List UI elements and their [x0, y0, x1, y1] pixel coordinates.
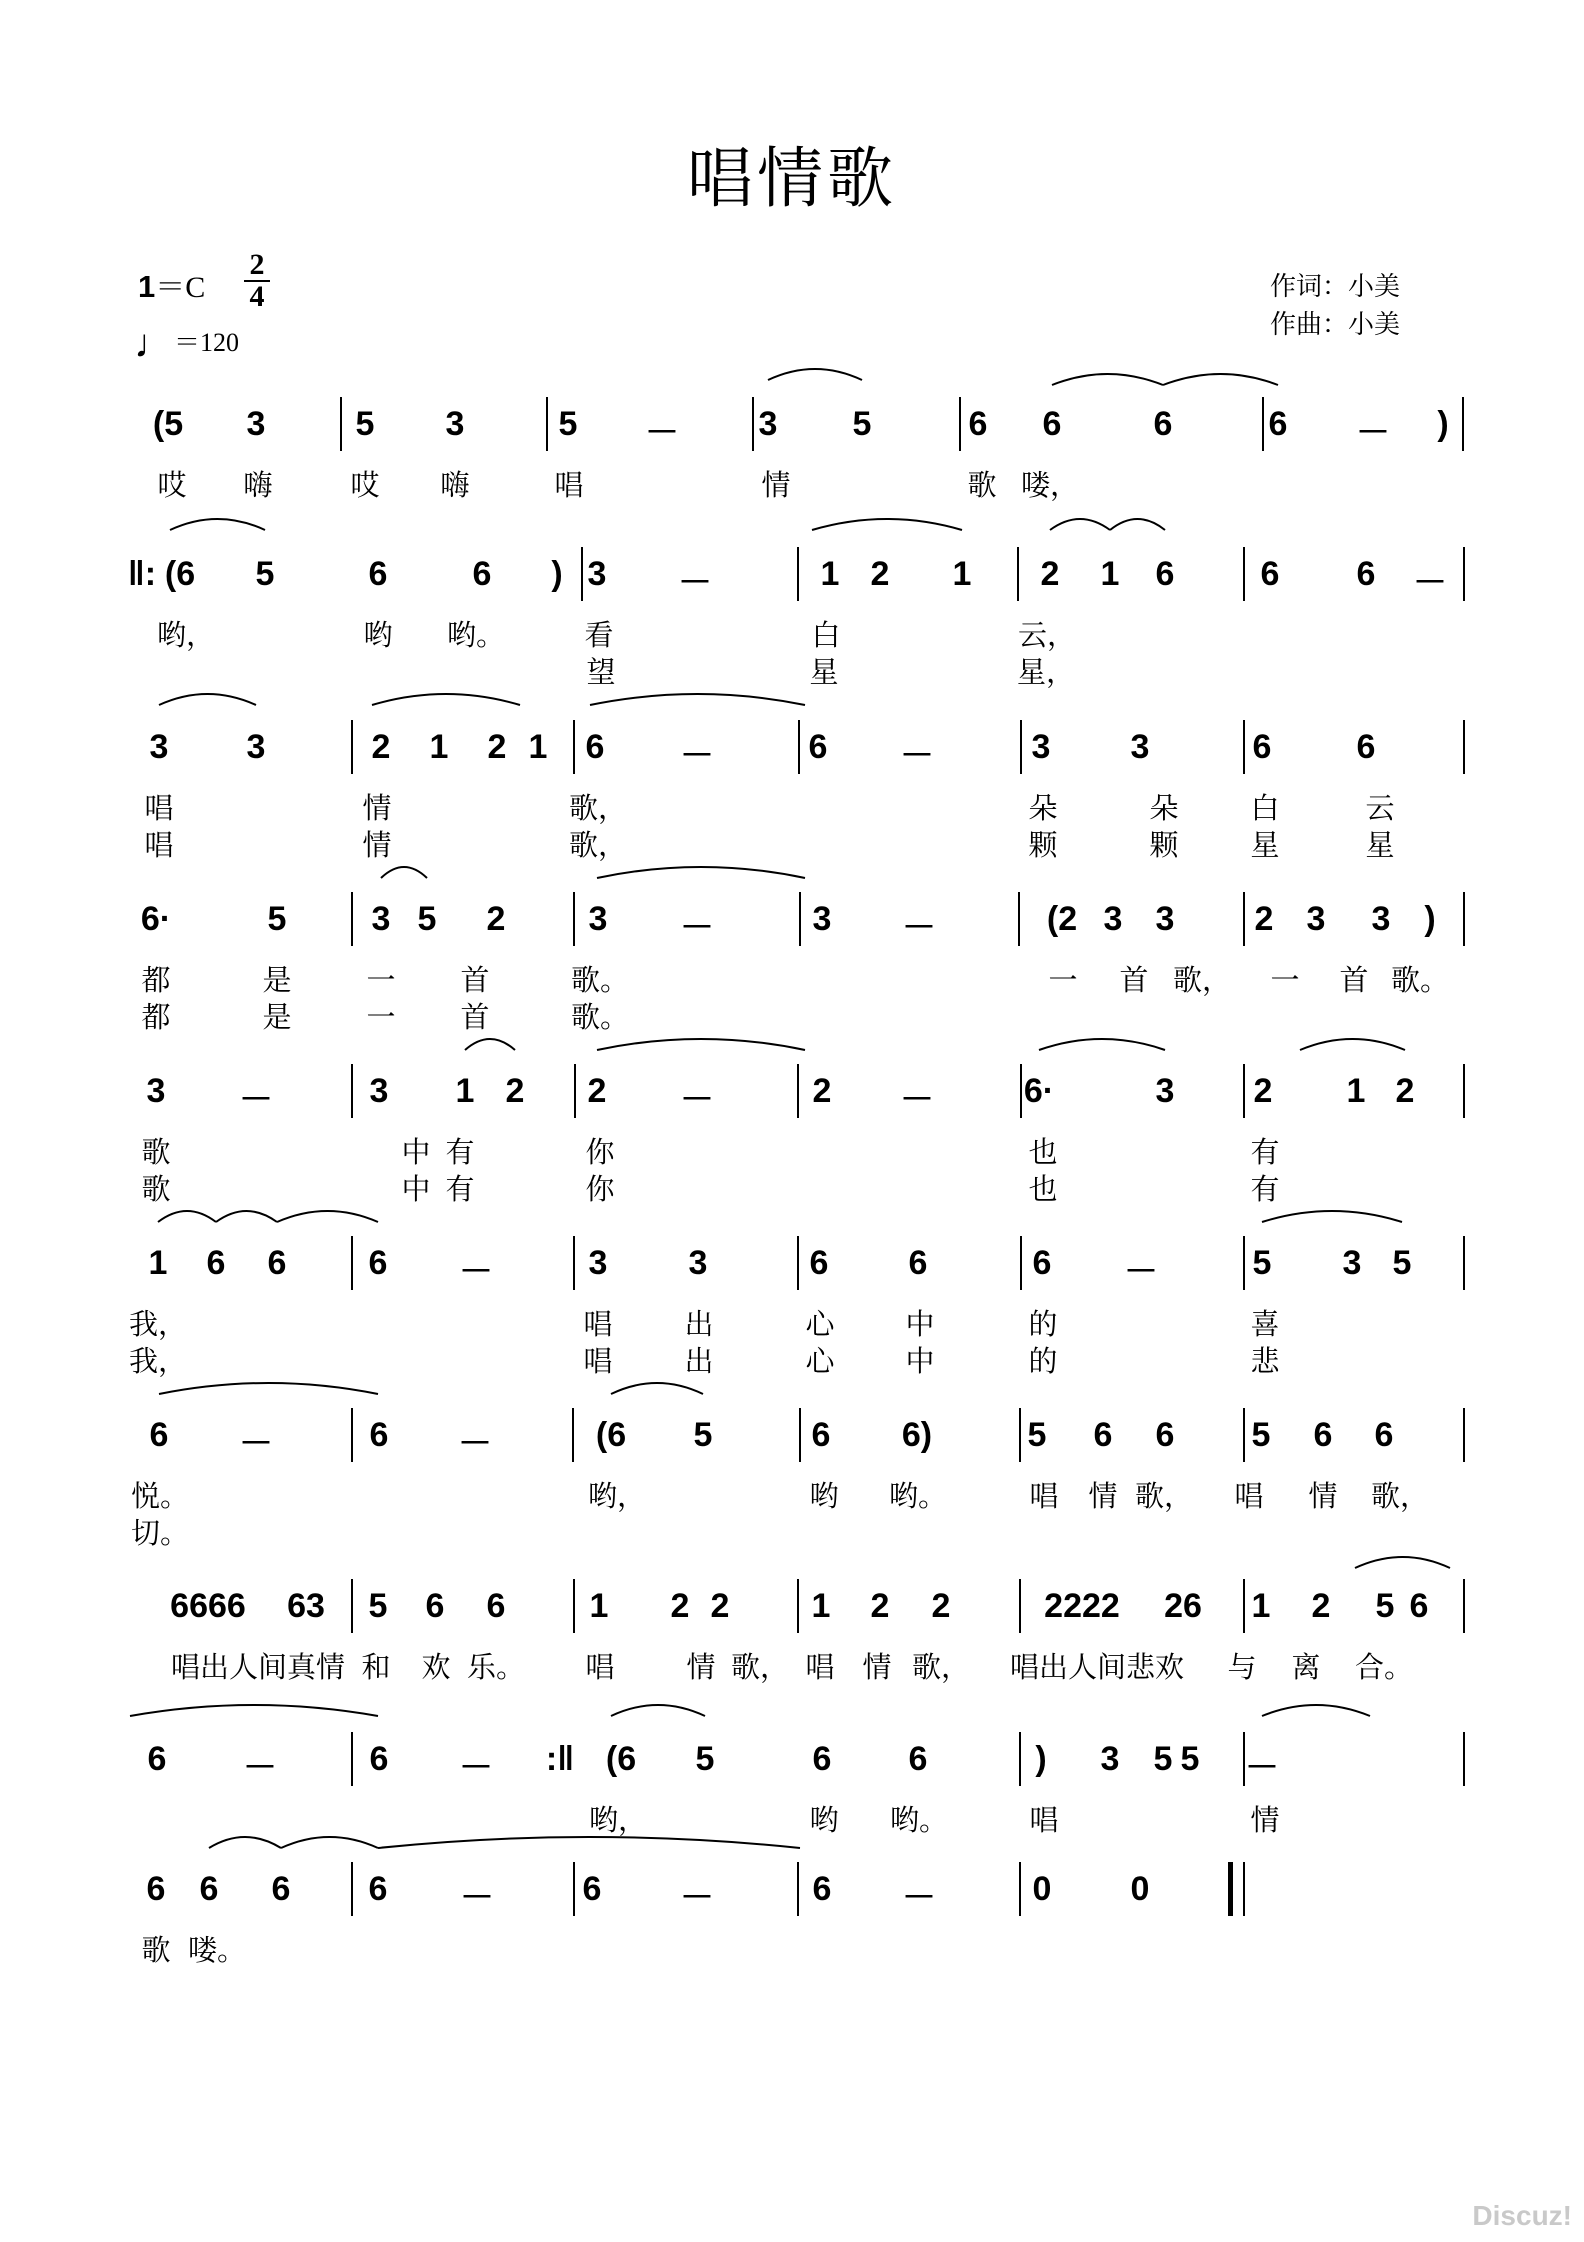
note: 5 [852, 405, 872, 443]
watermark: Discuz! [1472, 2200, 1572, 2231]
lyric-verse-2: 我， [128, 1344, 188, 1378]
note: 6 [908, 1244, 928, 1282]
lyric: 唱 [554, 468, 584, 502]
note: 6) [901, 1416, 933, 1454]
note: 5 [255, 555, 275, 593]
note: ) [1035, 1740, 1047, 1778]
lyric: 都 [141, 963, 171, 997]
note: (5 [152, 405, 184, 443]
note: 2 [487, 728, 507, 766]
note: － [900, 737, 934, 775]
lyric-verse-2: 出 [684, 1344, 714, 1378]
note: 6· [140, 900, 172, 938]
note: 1 [589, 1587, 609, 1625]
lyric: 一 [1270, 963, 1300, 997]
note: (6 [605, 1740, 637, 1778]
lyric-verse-2: 望 [586, 655, 616, 689]
note: 2 [870, 1587, 890, 1625]
note: 2 [710, 1587, 730, 1625]
lyric: 是 [262, 963, 292, 997]
lyric: 有 [1250, 1135, 1280, 1169]
slur [812, 519, 962, 530]
note: 5 [417, 900, 437, 938]
note: － [900, 1081, 934, 1119]
note: 6 [1155, 1416, 1175, 1454]
slur [277, 1211, 378, 1222]
lyric: 喽。 [187, 1933, 247, 1967]
lyric: 嗨 [440, 468, 470, 502]
slur [1262, 1705, 1370, 1716]
lyric: 唱 [805, 1650, 835, 1684]
lyric-verse-2: 都 [141, 1000, 171, 1034]
note: 1 [952, 555, 972, 593]
lyric: 欢 [421, 1650, 451, 1684]
note: － [1245, 1749, 1279, 1787]
lyric: 有 [445, 1135, 475, 1169]
note: 1 [429, 728, 449, 766]
lyric-verse-2: 唱 [144, 828, 174, 862]
lyric-verse-2: 也 [1028, 1172, 1058, 1206]
note: 3 [445, 405, 465, 443]
lyric-verse-2: 星 [1250, 828, 1280, 862]
lyric: 情 [761, 468, 791, 502]
lyric-verse-2: 星 [809, 655, 839, 689]
slur [1163, 374, 1278, 385]
lyric: 哎 [350, 468, 380, 502]
lyric: 唱 [1234, 1479, 1264, 1513]
note: 5 [1153, 1740, 1173, 1778]
slur [170, 519, 265, 530]
note: 6 [585, 728, 605, 766]
note: 26 [1164, 1587, 1202, 1625]
note: 0 [1130, 1870, 1150, 1908]
note: 5 [267, 900, 287, 938]
note: 5 [355, 405, 375, 443]
lyric-verse-2: 你 [585, 1172, 615, 1206]
note: － [645, 414, 679, 452]
note: 3 [1155, 900, 1175, 938]
note: 6 [472, 555, 492, 593]
note: 6 [808, 728, 828, 766]
lyric-verse-2: 有 [445, 1172, 475, 1206]
lyric: 乐。 [466, 1650, 526, 1684]
note: － [678, 564, 712, 602]
slur [209, 1837, 281, 1848]
note: 5 [1027, 1416, 1047, 1454]
note: 2 [670, 1587, 690, 1625]
note: (6 [595, 1416, 627, 1454]
lyric: 唱 [583, 1307, 613, 1341]
note: 1 [1251, 1587, 1271, 1625]
lyric: 情 [362, 791, 392, 825]
lyric-verse-2: 颗 [1028, 828, 1058, 862]
note: 3 [149, 728, 169, 766]
note: 6 [968, 405, 988, 443]
note: 3 [369, 1072, 389, 1110]
note: 6 [1153, 405, 1173, 443]
lyric: 歌， [911, 1650, 971, 1684]
note: 2222 [1044, 1587, 1120, 1625]
lyric: 一 [1048, 963, 1078, 997]
slur [1262, 1211, 1402, 1222]
note: 5 [1251, 1416, 1271, 1454]
note: 5 [558, 405, 578, 443]
note: 6 [369, 1740, 389, 1778]
note: 6 [1260, 555, 1280, 593]
key-equals: ＝C [155, 271, 206, 304]
lyric: 和 [361, 1650, 391, 1684]
lyric: 唱 [585, 1650, 615, 1684]
lyric: 嗨 [243, 468, 273, 502]
lyric: 一 [366, 963, 396, 997]
lyric: 情 [1088, 1479, 1118, 1513]
note: 6 [199, 1870, 219, 1908]
composer-credit: 作曲：小美 [1270, 310, 1401, 340]
note: 2 [505, 1072, 525, 1110]
note: 3 [1342, 1244, 1362, 1282]
lyric: 首 [460, 963, 490, 997]
note: ) [1424, 900, 1436, 938]
lyric: 歌， [1370, 1479, 1430, 1513]
note: － [459, 1749, 493, 1787]
note: 1 [811, 1587, 831, 1625]
lyric: 哟 [809, 1479, 839, 1513]
note: － [680, 1879, 714, 1917]
note: 1 [1100, 555, 1120, 593]
note: 3 [587, 555, 607, 593]
note: 3 [588, 900, 608, 938]
note: 6 [368, 1870, 388, 1908]
note: － [680, 909, 714, 947]
lyric: 看 [584, 618, 614, 652]
note: 6 [149, 1416, 169, 1454]
lyric: 我， [128, 1307, 188, 1341]
note: 6 [811, 1416, 831, 1454]
lyric: 歌 [141, 1135, 171, 1169]
lyric: 唱 [1029, 1479, 1059, 1513]
note: 3 [1031, 728, 1051, 766]
note: 6 [1409, 1587, 1429, 1625]
note: 1 [820, 555, 840, 593]
lyric: 唱 [1029, 1803, 1059, 1837]
note: :‖ [545, 1740, 575, 1778]
note: 3 [812, 900, 832, 938]
lyric: 歌。 [1390, 963, 1450, 997]
note: 5 [693, 1416, 713, 1454]
slur [590, 694, 805, 705]
quarter-note-icon: ♩ [134, 321, 174, 366]
note: 6 [486, 1587, 506, 1625]
lyric-verse-2: 是 [262, 1000, 292, 1034]
note: 63 [287, 1587, 325, 1625]
note: ) [551, 555, 563, 593]
note: 6 [368, 555, 388, 593]
note: 5 [1375, 1587, 1395, 1625]
lyric-verse-2: 歌。 [570, 1000, 630, 1034]
time-signature-top: 2 [244, 250, 270, 282]
lyric: 歌， [1172, 963, 1232, 997]
note: 3 [588, 1244, 608, 1282]
note: 2 [812, 1072, 832, 1110]
lyric: 合。 [1354, 1650, 1414, 1684]
lyric-verse-2: 的 [1028, 1344, 1058, 1378]
note: 5 [695, 1740, 715, 1778]
note: － [458, 1425, 492, 1463]
slur [597, 867, 805, 878]
lyric: 中 [905, 1307, 935, 1341]
note: 6 [1268, 405, 1288, 443]
note: 6 [1313, 1416, 1333, 1454]
slur [597, 1039, 805, 1050]
slur [1300, 1039, 1405, 1050]
lyric: 云 [1365, 791, 1395, 825]
note: 6 [425, 1587, 445, 1625]
note: 6 [582, 1870, 602, 1908]
lyric: 离 [1291, 1650, 1321, 1684]
note: (2 [1046, 900, 1078, 938]
lyric: 歌 [967, 468, 997, 502]
lyric: 哟 [363, 618, 393, 652]
lyric: 情 [1250, 1803, 1280, 1837]
lyric: 出 [684, 1307, 714, 1341]
slur [216, 1211, 277, 1222]
note: 3 [246, 405, 266, 443]
lyric: 白 [811, 618, 841, 652]
note: 6 [206, 1244, 226, 1282]
lyric: 哟， [587, 1479, 647, 1513]
lyric: 中 [401, 1135, 431, 1169]
note: 3 [1155, 1072, 1175, 1110]
lyric-verse-2: 悲 [1250, 1344, 1280, 1378]
slur [1050, 519, 1110, 530]
note: 6· [1023, 1072, 1055, 1110]
note: 6 [812, 1740, 832, 1778]
lyric: 白 [1250, 791, 1280, 825]
note: － [1124, 1253, 1158, 1291]
lyric: 情 [686, 1650, 716, 1684]
lyric-verse-2: 一 [366, 1000, 396, 1034]
lyric-verse-2: 颗 [1149, 828, 1179, 862]
lyric: 哎 [157, 468, 187, 502]
slur [372, 694, 520, 705]
lyric: 的 [1028, 1307, 1058, 1341]
note: 6 [267, 1244, 287, 1282]
slur [768, 369, 862, 380]
slur [159, 1383, 378, 1394]
note: 6 [1093, 1416, 1113, 1454]
note: 1 [148, 1244, 168, 1282]
lyric-verse-2: 情 [362, 828, 392, 862]
note: 6 [369, 1416, 389, 1454]
note: 6 [809, 1244, 829, 1282]
lyric-verse-2: 切。 [130, 1516, 190, 1550]
note: 3 [1103, 900, 1123, 938]
lyric: 哟。 [889, 1803, 949, 1837]
note: 3 [1371, 900, 1391, 938]
time-signature-bottom: 4 [249, 280, 265, 313]
slur [158, 1211, 216, 1222]
lyric: 哟 [809, 1803, 839, 1837]
lyric-verse-2: 中 [401, 1172, 431, 1206]
lyric: 歌， [730, 1650, 790, 1684]
note: ‖: [127, 555, 157, 593]
slur [611, 1705, 705, 1716]
note: 3 [246, 728, 266, 766]
note: 6 [1252, 728, 1272, 766]
note: 1 [528, 728, 548, 766]
note: － [460, 1879, 494, 1917]
note: 3 [1130, 728, 1150, 766]
note: 2 [1254, 900, 1274, 938]
note: 1 [455, 1072, 475, 1110]
note: 6 [908, 1740, 928, 1778]
note: － [459, 1253, 493, 1291]
note: ) [1437, 405, 1449, 443]
lyric-verse-2: 歌 [141, 1172, 171, 1206]
lyric: 歌。 [570, 963, 630, 997]
slur [159, 694, 256, 705]
note: 2 [1395, 1072, 1415, 1110]
slur [378, 1837, 800, 1848]
note: － [680, 737, 714, 775]
note: 3 [688, 1244, 708, 1282]
lyric: 喽， [1020, 468, 1080, 502]
note: 0 [1032, 1870, 1052, 1908]
note: 2 [1040, 555, 1060, 593]
note: 2 [1253, 1072, 1273, 1110]
lyric: 心 [805, 1307, 835, 1341]
slur [1039, 1039, 1165, 1050]
lyricist-credit: 作词：小美 [1270, 272, 1401, 302]
note: － [1413, 564, 1447, 602]
lyric: 歌， [568, 791, 628, 825]
key-label: 1 [138, 269, 156, 304]
lyric: 你 [585, 1135, 615, 1169]
lyric: 云， [1017, 618, 1077, 652]
lyric: 哟， [588, 1803, 648, 1837]
note: － [239, 1081, 273, 1119]
note: － [680, 1081, 714, 1119]
page-title: 唱情歌 [687, 140, 897, 217]
lyric: 也 [1028, 1135, 1058, 1169]
slur [1052, 374, 1163, 385]
note: 6 [146, 1870, 166, 1908]
note: 6 [1356, 728, 1376, 766]
note: 3 [146, 1072, 166, 1110]
note: 3 [1306, 900, 1326, 938]
note: － [1356, 414, 1390, 452]
note: 6 [1356, 555, 1376, 593]
note: 6 [1155, 555, 1175, 593]
lyric: 唱 [144, 791, 174, 825]
lyric-verse-2: 歌， [568, 828, 628, 862]
note: － [902, 909, 936, 947]
note: 2 [931, 1587, 951, 1625]
slur [281, 1837, 378, 1848]
note: 5 [368, 1587, 388, 1625]
lyric: 朵 [1028, 791, 1058, 825]
lyric: 歌， [1134, 1479, 1194, 1513]
note: 5 [1392, 1244, 1412, 1282]
lyric: 情 [862, 1650, 892, 1684]
lyric: 唱出人间悲欢 [1009, 1650, 1185, 1684]
note: 2 [1311, 1587, 1331, 1625]
note: 2 [486, 900, 506, 938]
note: 2 [371, 728, 391, 766]
lyric: 喜 [1250, 1307, 1280, 1341]
note: 6 [1042, 405, 1062, 443]
note: (6 [164, 555, 196, 593]
lyric-verse-2: 心 [805, 1344, 835, 1378]
lyric-verse-2: 唱 [583, 1344, 613, 1378]
lyric-verse-2: 星 [1365, 828, 1395, 862]
lyric-verse-2: 星， [1016, 655, 1076, 689]
note: 5 [1252, 1244, 1272, 1282]
slur [611, 1383, 703, 1394]
note: － [902, 1879, 936, 1917]
lyric: 情 [1308, 1479, 1338, 1513]
slur [1355, 1557, 1450, 1568]
note: － [239, 1425, 273, 1463]
note: 6 [812, 1870, 832, 1908]
note: 6 [271, 1870, 291, 1908]
slur [465, 1039, 515, 1050]
lyric-verse-2: 首 [460, 1000, 490, 1034]
note: 3 [371, 900, 391, 938]
note: 5 [1180, 1740, 1200, 1778]
slur [381, 867, 427, 878]
lyric: 哟。 [888, 1479, 948, 1513]
lyric: 朵 [1149, 791, 1179, 825]
note: 6 [368, 1244, 388, 1282]
note: 6 [1374, 1416, 1394, 1454]
lyric: 哟， [156, 618, 216, 652]
lyric: 唱出人间真情 [170, 1650, 346, 1684]
tempo-value: ＝120 [174, 328, 240, 357]
lyric-verse-2: 中 [905, 1344, 935, 1378]
note: 3 [758, 405, 778, 443]
lyric: 首 [1119, 963, 1149, 997]
note: 2 [587, 1072, 607, 1110]
note: － [243, 1749, 277, 1787]
note: 2 [870, 555, 890, 593]
note: 6666 [170, 1587, 246, 1625]
lyric: 与 [1227, 1650, 1257, 1684]
note: 6 [1032, 1244, 1052, 1282]
note: 1 [1346, 1072, 1366, 1110]
lyric: 歌 [141, 1933, 171, 1967]
lyric: 首 [1339, 963, 1369, 997]
note: 6 [147, 1740, 167, 1778]
lyric-verse-2: 有 [1250, 1172, 1280, 1206]
lyric: 哟。 [446, 618, 506, 652]
note: 3 [1100, 1740, 1120, 1778]
lyric: 悦。 [130, 1479, 190, 1513]
slur [1110, 519, 1165, 530]
slur [130, 1705, 378, 1716]
